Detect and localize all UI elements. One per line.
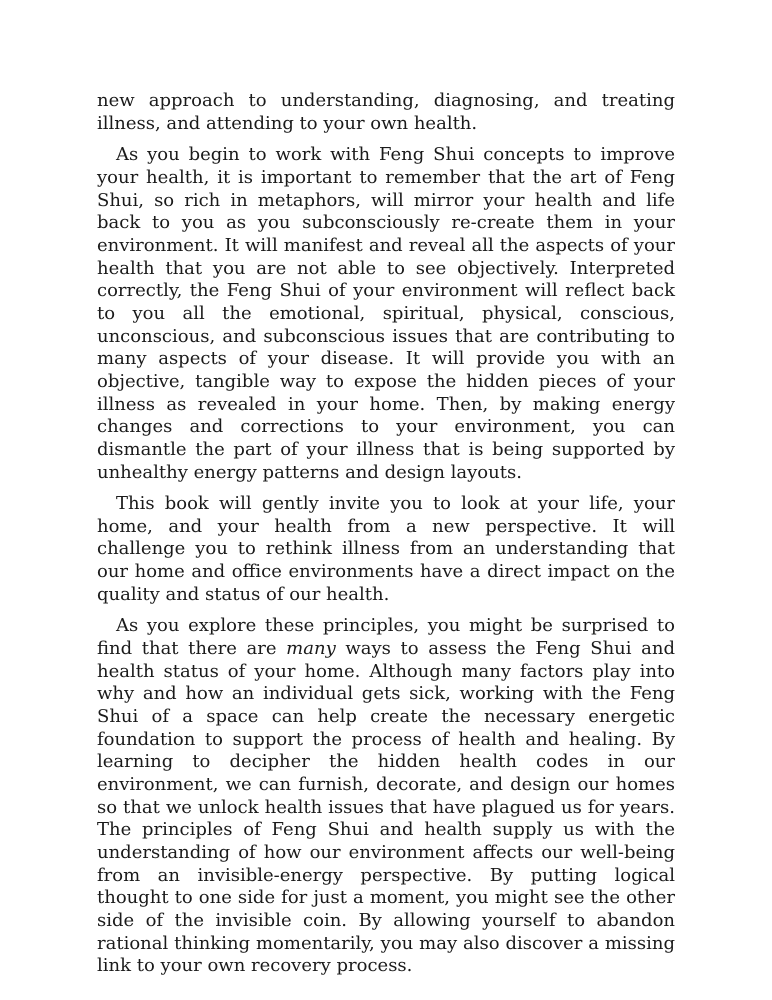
paragraph-explore-principles bbox=[97, 615, 675, 978]
paragraph-new-perspective: This book will gently invite you to look at your life, your home, and your health from a new perspective. It will challenge you to rethink illness from an understanding that our home and office environments have a direct impact on the quality and status of our health. bbox=[97, 493, 675, 605]
paragraph-feng-shui-mirror: As you begin to work with Feng Shui concepts to improve your health, it is important to remember that the art of Feng Shui, so rich in metaphors, will mirror your health and life back to you as you subconsciously re-create them in your environment. It will manifest and reveal all the aspects of your health that you are not able to see objectively. Interpreted correctly, the Feng Shui of your environment will reflect back to you all the emotional, spiritual, physical, conscious, unconscious, and subconscious issues that are contributing to many aspects of your disease. It will provide you with an objective, tangible way to expose the hidden pieces of your illness as revealed in your home. Then, by making energy changes and corrections to your environment, you can dismantle the part of your illness that is being supported by unhealthy energy patterns and design layouts. bbox=[97, 144, 675, 483]
paragraph-text-after: ways to assess the Feng Shui and health status of your home. Although many factors play into why and how an individual gets sick, working with the Feng Shui of a space can help create the necessary energetic foundation to support the process of health and healing. By learning to decipher the hidden health codes in our environment, we can furnish, decorate, and design our homes so that we unlock health issues that have plagued us for years. The principles of Feng Shui and health supply us with the understanding of how our environment affects our well-being from an invisible-energy perspective. By putting logical thought to one side for just a moment, you might see the other side of the invisible coin. By allowing yourself to abandon rational thinking momentarily, you may also discover a missing link to your own recovery process. bbox=[97, 638, 675, 977]
paragraph-continued: new approach to understanding, diagnosing, and treating illness, and attending to your own health. bbox=[97, 90, 675, 134]
paragraph-text-before: As you explore these principles, you might be surprised to find that there are bbox=[97, 615, 675, 660]
page-body bbox=[97, 90, 675, 978]
emphasized-word: many bbox=[286, 638, 336, 660]
